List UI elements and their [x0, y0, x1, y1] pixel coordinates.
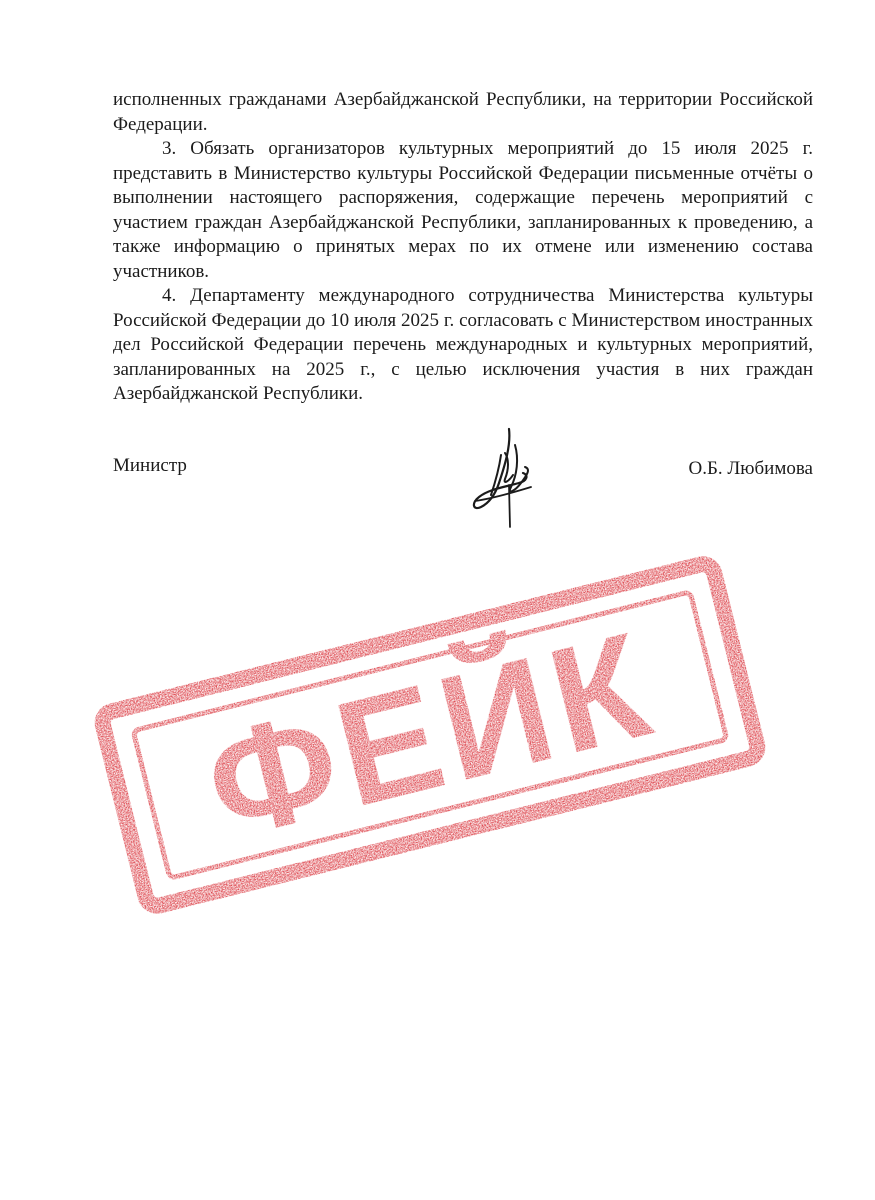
signatory-name: О.Б. Любимова [688, 458, 813, 479]
handwritten-signature [465, 425, 545, 530]
fake-stamp [80, 525, 780, 945]
paragraph-continuation: исполненных гражданами Азербайджанской Республики, на территории Российской Федерации. [113, 89, 813, 135]
document-body [113, 88, 813, 407]
signature-block [113, 455, 813, 535]
stamp-text: ФЕЙК [190, 598, 670, 872]
signatory-role: Министр [113, 455, 187, 476]
paragraph-item-4: 4. Департаменту международного сотрудничества Министерства культуры Российской Федерации до 10 июля 2025 г. согласовать с Министерством иностранных дел Российской Федерации перечень международных и культурных мероприятий, запланированных на 2025 г., с целью исключения участия в них граждан Азербайджанской Республики. [113, 285, 813, 404]
paragraph-item-3: 3. Обязать организаторов культурных мероприятий до 15 июля 2025 г. представить в Министерство культуры Российской Федерации письменные отчёты о выполнении настоящего распоряжения, содержащие перечень мероприятий с участием граждан Азербайджанской Республики, запланированных к проведению, а также информацию о принятых мерах по их отмене или изменению состава участников. [113, 138, 813, 282]
fake-stamp-graphic [80, 525, 780, 945]
